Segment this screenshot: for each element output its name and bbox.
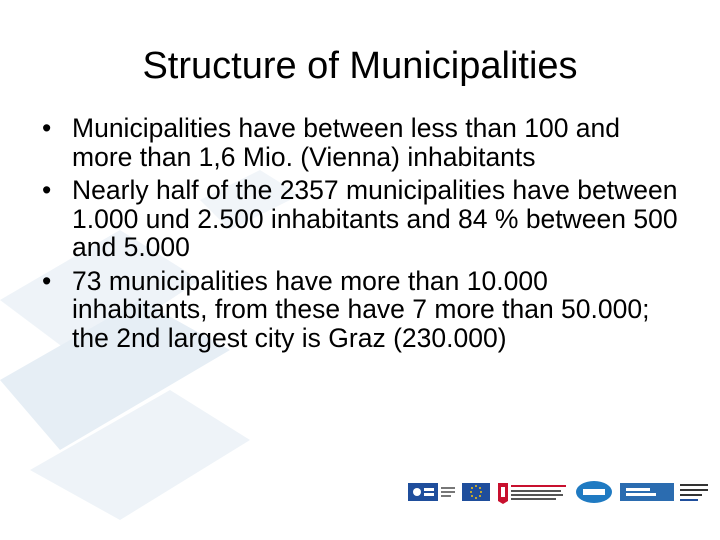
bullet-text: 73 municipalities have more than 10.000 inhabitants, from these have 7 more than 50.000; the 2nd largest city is Graz (230.000) bbox=[72, 265, 650, 353]
sponsor-logo-bar bbox=[408, 472, 690, 512]
bullet-text: Nearly half of the 2357 municipalities have between 1.000 und 2.500 inhabitants and 84 % between 500 and 5.000 bbox=[72, 175, 678, 262]
bullet-marker: • bbox=[42, 175, 52, 205]
list-item bbox=[42, 114, 682, 171]
eu-flag-icon bbox=[462, 479, 490, 505]
operational-programme-logo-icon bbox=[496, 479, 568, 505]
list-item bbox=[42, 267, 682, 353]
bullet-text: Municipalities have between less than 100 and more than 1,6 Mio. (Vienna) inhabitants bbox=[72, 113, 621, 172]
support-logo-icon bbox=[620, 479, 674, 505]
project-text-logo-icon bbox=[680, 479, 710, 505]
bullet-marker: • bbox=[42, 265, 52, 296]
bullet-marker: • bbox=[42, 113, 52, 143]
smo-logo-icon bbox=[574, 479, 614, 505]
list-item bbox=[42, 176, 682, 262]
page-title: Structure of Municipalities bbox=[142, 45, 578, 87]
esf-logo-icon bbox=[408, 479, 456, 505]
bullet-list bbox=[42, 114, 682, 357]
